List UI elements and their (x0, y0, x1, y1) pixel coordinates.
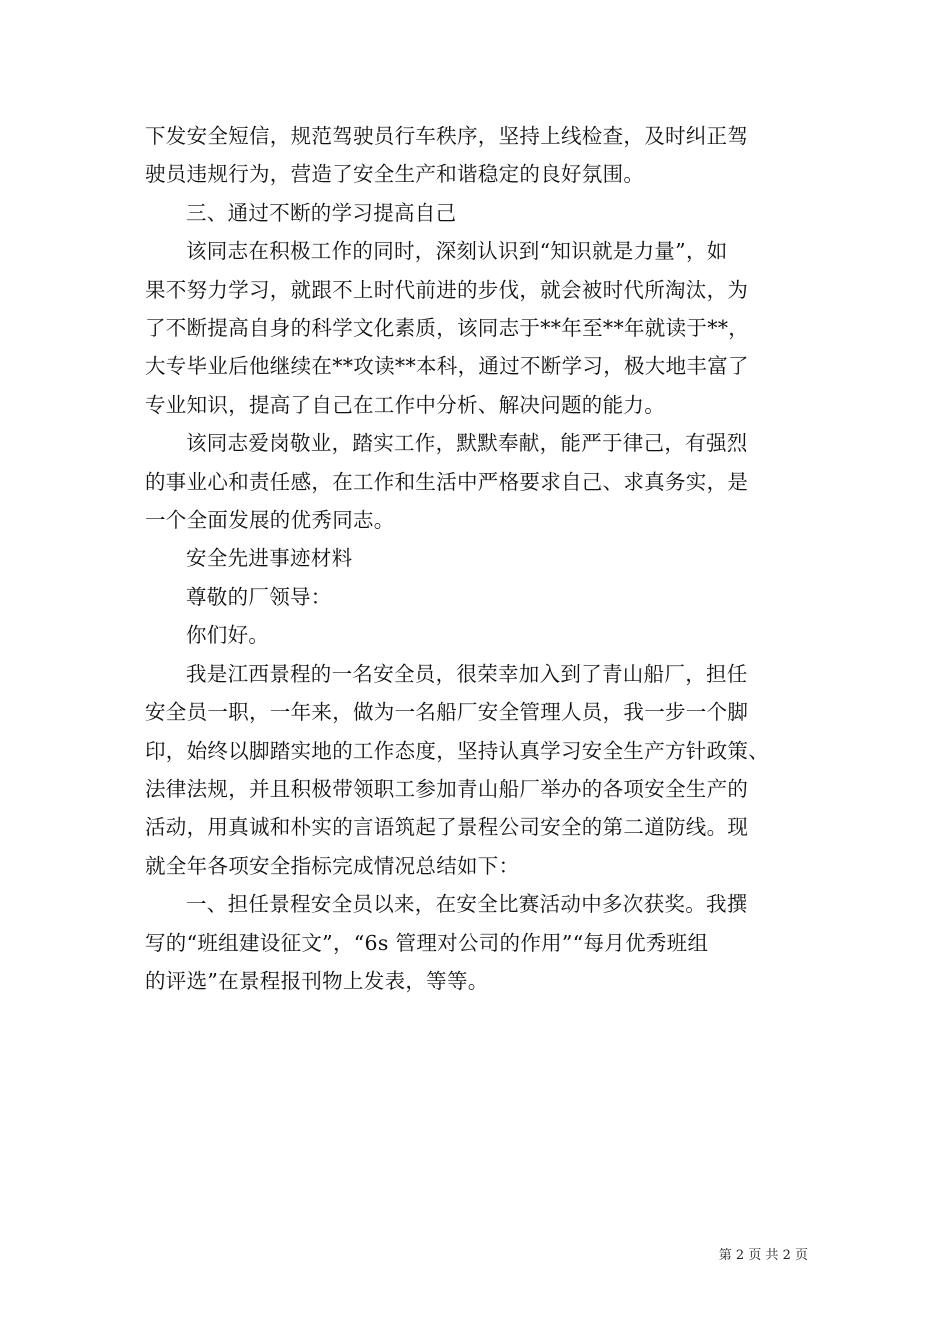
paragraph-continuation: 下发安全短信，规范驾驶员行车秩序，坚持上线检查，及时纠正驾 驶员违规行为，营造了安全生产和谐稳定的良好氛围。 (145, 124, 749, 187)
paragraph-introduction: 我是江西景程的一名安全员，很荣幸加入到了青山船厂，担任 安全员一职，一年来，做为一名船厂安全管理人员，我一步一个脚 印，始终以脚踏实地的工作态度，坚持认真学习安全生产方针政策、 法律法规，并且积极带领职工参加青山船厂举办的各项安全生产的 活动，用真诚和朴实的言语筑起了景程公司安全的第二道防线。现 就全年各项安全指标完成情况总结如下： (145, 661, 769, 878)
paragraph-study: 该同志在积极工作的同时，深刻认识到“知识就是力量”，如 果不努力学习，就跟不上时代前进的步伐，就会被时代所淘汰，为 了不断提高自身的科学文化素质，该同志于**年至**年就读于**， 大专毕业后他继续在**攻读**本科，通过不断学习，极大地丰富了 专业知识，提高了自己在工作中分析、解决问题的能力。 (145, 239, 750, 417)
paragraph-summary: 该同志爱岗敬业，踏实工作，默默奉献，能严于律己，有强烈 的事业心和责任感，在工作和生活中严格要求自己、求真务实，是 一个全面发展的优秀同志。 (145, 431, 749, 533)
greeting: 你们好。 (186, 623, 270, 648)
page-number-footer: 第 2 页 共 2 页 (718, 1248, 808, 1263)
document-body (145, 117, 809, 1000)
salutation: 尊敬的厂领导： (186, 584, 332, 609)
section-heading-study: 三、通过不断的学习提高自己 (186, 200, 457, 225)
paragraph-awards: 一、担任景程安全员以来，在安全比赛活动中多次获奖。我撰 写的“班组建设征文”，“6s 管理对公司的作用”“每月优秀班组 的评选”在景程报刊物上发表，等等。 (145, 892, 748, 993)
document-title-safety: 安全先进事迹材料 (186, 546, 353, 571)
